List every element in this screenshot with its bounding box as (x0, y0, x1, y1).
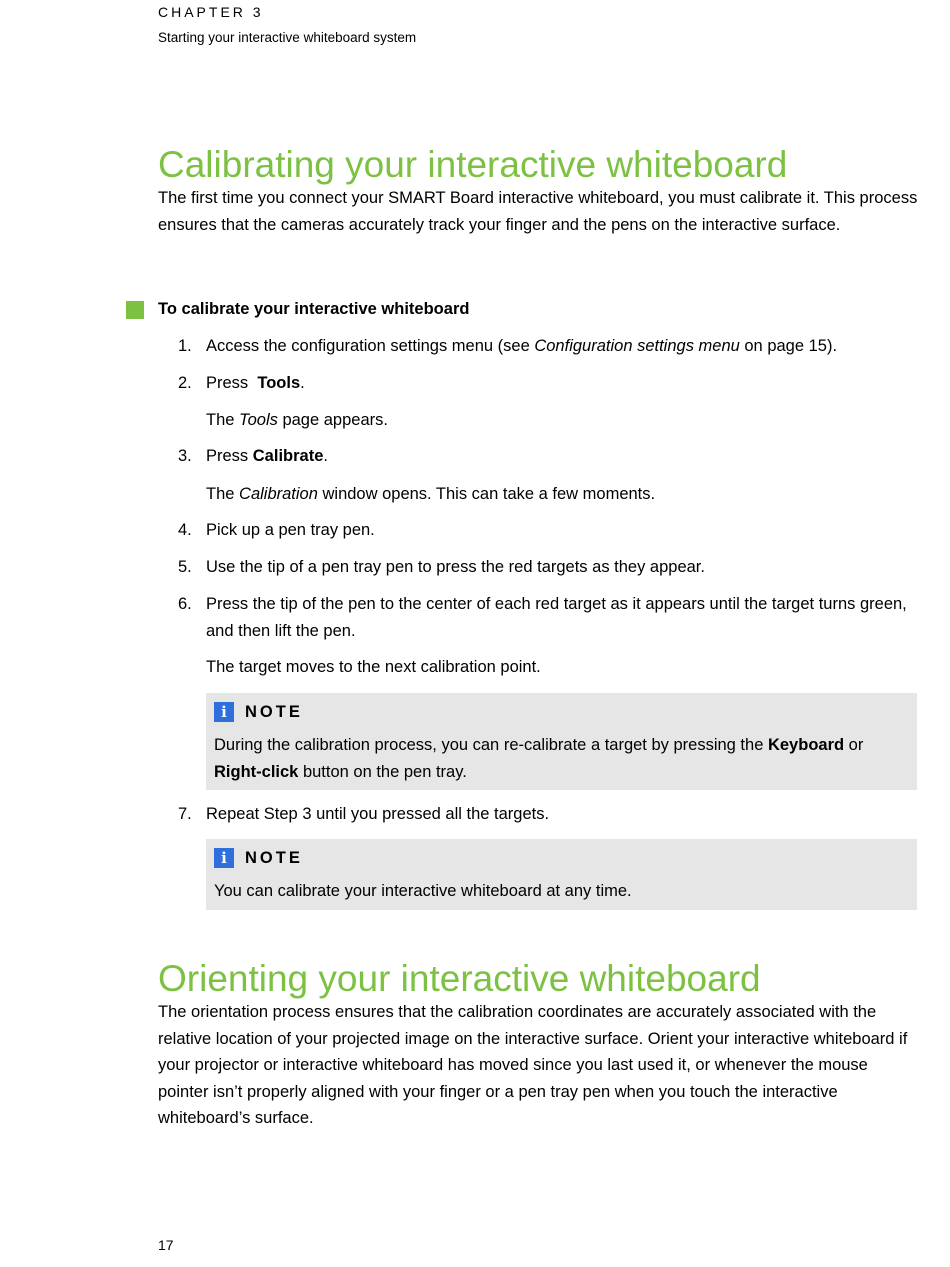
step-text: Pick up a pen tray pen. (206, 521, 375, 539)
step-4 (178, 517, 918, 544)
orienting-body: The orientation process ensures that the calibration coordinates are accurately associated with the relative location of your projected image on the interactive surface. Orient your interactive whiteboard if your projector or interactive whiteboard has moved since you last used it, or whenever the mouse pointer isn’t properly aligned with your finger or a pen tray pen when you touch the interactive whiteboard’s surface. (158, 1003, 908, 1127)
step-7 (178, 801, 918, 828)
step-2-result: The Tools page appears. (206, 411, 388, 429)
note-title: NOTE (245, 848, 303, 867)
info-icon: i (214, 848, 234, 868)
chapter-label: CHAPTER 3 (158, 4, 264, 20)
step-1 (178, 333, 918, 360)
step-number: 3. (178, 447, 192, 465)
note-header (214, 846, 909, 870)
cross-reference[interactable]: Configuration settings menu (534, 337, 740, 355)
step-3-result: The Calibration window opens. This can take a few moments. (206, 485, 656, 503)
note-body: During the calibration process, you can re-calibrate a target by pressing the Keyboard or Right-click button on the pen tray. (214, 736, 864, 781)
note-header (214, 700, 909, 724)
step-number: 4. (178, 521, 192, 539)
step-text: Use the tip of a pen tray pen to press the red targets as they appear. (206, 558, 705, 576)
step-number: 7. (178, 805, 192, 823)
page-number: 17 (158, 1237, 174, 1253)
procedure-title: To calibrate your interactive whiteboard (158, 300, 470, 318)
step-text: Press the tip of the pen to the center of each red target as it appears until the target turns green, and then lift the pen. (206, 595, 907, 640)
note-title: NOTE (245, 702, 303, 721)
step-2 (178, 370, 918, 397)
step-number: 2. (178, 374, 192, 392)
procedure-heading (126, 300, 469, 319)
step-text: Press Tools. (206, 374, 305, 392)
step-number: 6. (178, 595, 192, 613)
section-heading-calibrating: Calibrating your interactive whiteboard (158, 144, 788, 185)
step-number: 1. (178, 337, 192, 355)
info-icon: i (214, 702, 234, 722)
step-text: Repeat Step 3 until you pressed all the targets. (206, 805, 550, 823)
step-number: 5. (178, 558, 192, 576)
green-square-icon (126, 301, 144, 319)
step-6 (178, 591, 918, 644)
step-6-result: The target moves to the next calibration point. (206, 658, 541, 676)
section-heading-orienting: Orienting your interactive whiteboard (158, 958, 761, 999)
note-body: You can calibrate your interactive whiteboard at any time. (214, 882, 632, 900)
step-5 (178, 554, 918, 581)
step-text: Access the configuration settings menu (see Configuration settings menu on page 15). (206, 337, 838, 355)
step-text: Press Calibrate. (206, 447, 328, 465)
calibrating-intro: The first time you connect your SMART Board interactive whiteboard, you must calibrate it. This process ensures that the cameras accurately track your finger and the pens on the interactive surface. (158, 189, 918, 234)
chapter-subtitle: Starting your interactive whiteboard system (158, 30, 417, 45)
note-box (206, 693, 917, 790)
note-box (206, 839, 917, 910)
step-3 (178, 443, 918, 470)
